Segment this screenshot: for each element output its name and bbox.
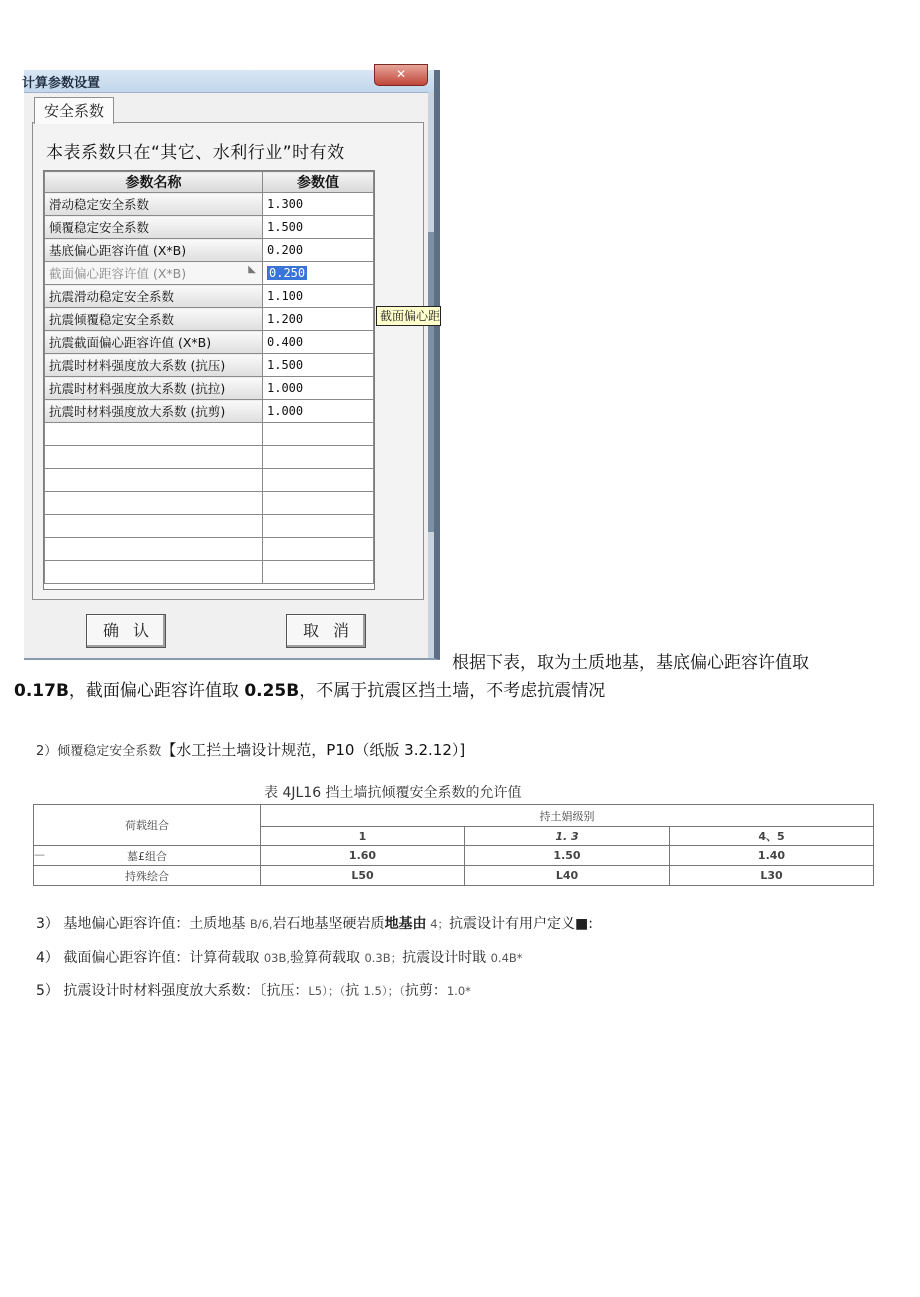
- paragraph-line-1: 根据下表，取为土质地基，基底偏心距容许值取: [452, 653, 809, 673]
- scrollbar-thumb[interactable]: [428, 232, 434, 532]
- table-row[interactable]: [45, 193, 374, 216]
- parameter-dialog: [22, 67, 441, 660]
- table-row[interactable]: [45, 239, 374, 262]
- item-3: [36, 913, 593, 933]
- item-text: 抗震设计有用户定义■:: [449, 916, 593, 932]
- level-header: 1. 3: [465, 827, 670, 846]
- line2-tail: ，不属于抗震区挡土墙，不考虑抗震情况: [299, 681, 606, 701]
- param-name: 滑动稳定安全系数: [45, 193, 263, 216]
- section-2-heading: [36, 739, 465, 760]
- item-number: 4）: [36, 950, 64, 966]
- item-small-text: 1.0*: [446, 984, 471, 998]
- empty-cell[interactable]: [263, 446, 374, 469]
- table-cell: L40: [465, 866, 670, 886]
- base-eccentricity-value: 0.17B: [14, 681, 69, 701]
- empty-row[interactable]: [45, 469, 374, 492]
- item-small-text: 03B,: [263, 951, 290, 965]
- item-4: [36, 947, 523, 967]
- item-number: 3）: [36, 916, 64, 932]
- item-small-text: L5）；（: [308, 984, 346, 998]
- parameter-grid: [43, 170, 375, 590]
- table-row[interactable]: [45, 216, 374, 239]
- empty-cell[interactable]: [45, 561, 263, 584]
- table-row[interactable]: [45, 377, 374, 400]
- table-row: [34, 866, 874, 886]
- param-name: 截面偏心距容许值 (X*B): [49, 266, 187, 281]
- param-value-editing[interactable]: 0.250: [269, 266, 306, 280]
- table-cell: 1.40: [670, 846, 874, 866]
- item-5: [36, 980, 471, 1000]
- table-row[interactable]: [45, 285, 374, 308]
- empty-cell[interactable]: [263, 469, 374, 492]
- row-label-cell: [34, 846, 261, 866]
- paragraph-line-2: [14, 676, 605, 701]
- param-value[interactable]: 1.000: [263, 400, 374, 423]
- empty-row[interactable]: [45, 492, 374, 515]
- param-value[interactable]: 1.300: [263, 193, 374, 216]
- param-value[interactable]: 0.200: [263, 239, 374, 262]
- level-header: 4、5: [670, 827, 874, 846]
- empty-cell[interactable]: [45, 446, 263, 469]
- table-cell: 1.60: [261, 846, 465, 866]
- section-eccentricity-value: 0.25B: [244, 681, 300, 701]
- param-name: 基底偏心距容许值 (X*B): [45, 239, 263, 262]
- column-header-name: 参数名称: [45, 172, 263, 193]
- item-small-text: 0.3B；: [364, 951, 403, 965]
- item-text: 验算荷载取: [290, 950, 365, 966]
- param-value-cell[interactable]: [263, 262, 374, 285]
- overturning-safety-table: [33, 804, 874, 886]
- table-row[interactable]: [45, 400, 374, 423]
- section-2-title: 2）倾覆稳定安全系数: [36, 744, 162, 759]
- empty-cell[interactable]: [45, 538, 263, 561]
- empty-cell[interactable]: [45, 492, 263, 515]
- param-name: 抗震滑动稳定安全系数: [45, 285, 263, 308]
- tab-safety-factors[interactable]: 安全系数: [34, 97, 114, 124]
- table-caption: 表 4JL16 挡土墙抗倾覆安全系数的允许值: [264, 785, 522, 801]
- empty-cell[interactable]: [45, 469, 263, 492]
- cancel-button[interactable]: 取消: [286, 614, 366, 648]
- header-load-combination: 荷载组合: [34, 805, 261, 846]
- param-value[interactable]: 1.000: [263, 377, 374, 400]
- item-small-text: 1.5）；（: [363, 984, 405, 998]
- param-name: 抗震倾覆稳定安全系数: [45, 308, 263, 331]
- line2-mid: ，截面偏心距容许值取: [68, 681, 245, 701]
- scrollbar[interactable]: [428, 92, 434, 658]
- row-label: 墓£组合: [127, 849, 167, 863]
- table-row[interactable]: [45, 308, 374, 331]
- item-text: 基地偏心距容许值：土质地基: [63, 916, 250, 932]
- param-name: 抗震时材料强度放大系数 (抗拉): [45, 377, 263, 400]
- param-name: 倾覆稳定安全系数: [45, 216, 263, 239]
- empty-cell[interactable]: [263, 423, 374, 446]
- column-header-value: 参数值: [263, 172, 374, 193]
- row-dash: —: [34, 847, 45, 861]
- empty-row[interactable]: [45, 515, 374, 538]
- empty-cell[interactable]: [263, 492, 374, 515]
- empty-row[interactable]: [45, 561, 374, 584]
- close-button[interactable]: ✕: [374, 64, 428, 86]
- table-row[interactable]: [45, 354, 374, 377]
- validity-note: 本表系数只在“其它、水利行业”时有效: [46, 143, 345, 163]
- table-cell: L50: [261, 866, 465, 886]
- item-number: 5）: [36, 983, 64, 999]
- item-small-text: B/6,: [249, 917, 273, 931]
- empty-cell[interactable]: [263, 561, 374, 584]
- table-row[interactable]: [45, 331, 374, 354]
- item-text: 抗剪：: [404, 983, 447, 999]
- table-row: [34, 846, 874, 866]
- param-name: 抗震时材料强度放大系数 (抗剪): [45, 400, 263, 423]
- item-text: 岩石地基坚硬岩质: [272, 916, 385, 932]
- tooltip: 截面偏心距: [376, 306, 441, 326]
- param-name: 抗震截面偏心距容许值 (X*B): [45, 331, 263, 354]
- empty-cell[interactable]: [263, 515, 374, 538]
- item-bold-text: 地基由: [384, 916, 427, 932]
- item-text: 抗: [345, 983, 364, 999]
- confirm-button[interactable]: 确认: [86, 614, 166, 648]
- param-value[interactable]: 1.200: [263, 308, 374, 331]
- item-small-text: 4；: [426, 917, 450, 931]
- header-wall-level: 持土娟级别: [261, 805, 874, 827]
- item-text: 截面偏心距容许值：计算荷载取: [63, 950, 264, 966]
- empty-cell[interactable]: [45, 423, 263, 446]
- item-text: 抗震设计时材料强度放大系数：〔抗压：: [63, 983, 309, 999]
- param-name-cell: [45, 262, 263, 285]
- dialog-titlebar: [24, 70, 434, 93]
- table-row-active[interactable]: [45, 262, 374, 285]
- dialog-title: 计算参数设置: [22, 76, 101, 91]
- empty-cell[interactable]: [263, 538, 374, 561]
- item-small-text: 0.4B*: [490, 951, 523, 965]
- table-cell: L30: [670, 866, 874, 886]
- param-value[interactable]: 0.400: [263, 331, 374, 354]
- empty-row[interactable]: [45, 538, 374, 561]
- item-text: 抗震设计时戢: [402, 950, 491, 966]
- row-pointer-icon: ◣: [248, 264, 256, 275]
- row-label: 持殊绘合: [34, 866, 261, 886]
- level-header: 1: [261, 827, 465, 846]
- empty-row[interactable]: [45, 423, 374, 446]
- empty-cell[interactable]: [45, 515, 263, 538]
- param-name: 抗震时材料强度放大系数 (抗压): [45, 354, 263, 377]
- param-value[interactable]: 1.500: [263, 216, 374, 239]
- grid-header-row: [45, 172, 374, 193]
- param-value[interactable]: 1.500: [263, 354, 374, 377]
- empty-row[interactable]: [45, 446, 374, 469]
- param-value[interactable]: 1.100: [263, 285, 374, 308]
- table-cell: 1.50: [465, 846, 670, 866]
- section-2-reference: 【水工拦土墙设计规范，P10（纸版 3.2.12）]: [161, 741, 466, 759]
